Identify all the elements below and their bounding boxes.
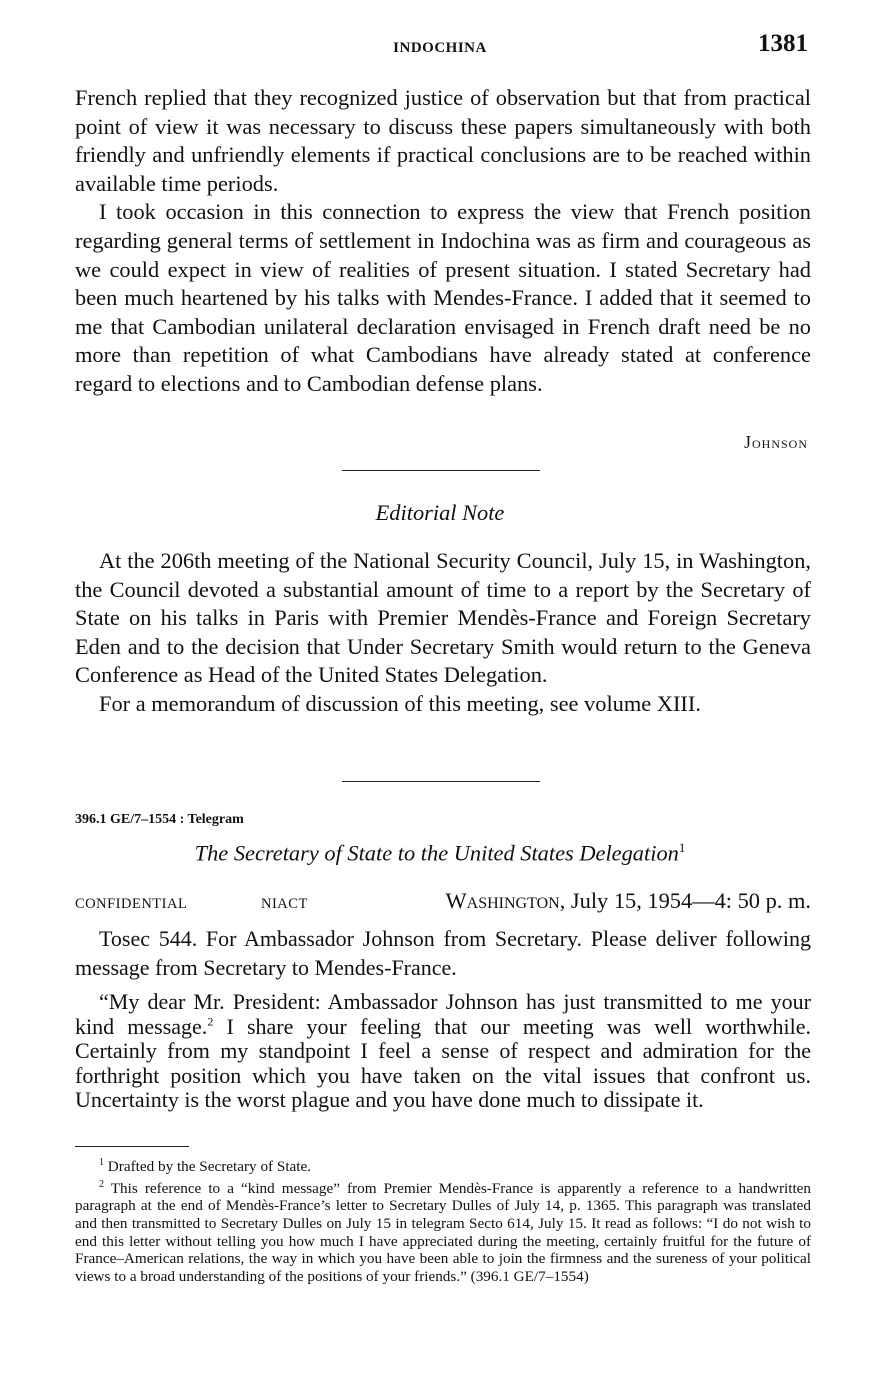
section-divider-1 xyxy=(342,470,540,471)
editorial-note-paragraph-1: At the 206th meeting of the National Security Council, July 15, in Washington, the Council devoted a substantial amount of time to a report by the Secretary of State on his talks in Paris with Premier Mendès-France and Foreign Secretary Eden and to the decision that Under Secretary Smith would return to the Geneva Conference as Head of the United States Delegation. xyxy=(75,548,811,688)
section-divider-2 xyxy=(342,781,540,782)
footnote-1-mark: 1 xyxy=(99,1157,104,1168)
file-reference: 396.1 GE/7–1554 : Telegram xyxy=(75,812,244,827)
classification-line xyxy=(75,886,811,920)
signature: Johnson xyxy=(744,432,808,452)
opening-paragraph: Tosec 544. For Ambassador Johnson from Secretary. Please deliver following message from Secretary to Mendes-France. xyxy=(75,926,811,980)
editorial-note-text xyxy=(75,547,811,719)
dateline xyxy=(446,888,811,914)
continuation-text xyxy=(75,84,811,399)
classification: CONFIDENTIAL xyxy=(75,896,188,912)
editorial-note-paragraph-2: For a memorandum of discussion of this meeting, see volume XIII. xyxy=(99,690,701,716)
title-footnote-mark: 1 xyxy=(678,840,686,855)
document-title-text: The Secretary of State to the United States Delegation xyxy=(194,840,679,866)
footnote-1 xyxy=(75,1154,811,1176)
place: Washington, xyxy=(445,888,566,913)
footnote-rule xyxy=(75,1146,189,1147)
message-part-2: I share your feeling that our meeting was well worthwhile. Certainly from my standpoint I feel a sense of respect and admiration for the forthright position which you have taken on the vital issues that confront us. Uncertainty is the worst plague and you have done much to dissipate it. xyxy=(75,1013,811,1113)
telegram-message xyxy=(75,990,811,1113)
message-footnote-mark: 2 xyxy=(207,1014,214,1029)
telegram-opening xyxy=(75,925,811,982)
message-paragraph xyxy=(75,990,811,1113)
editorial-note-heading: Editorial Note xyxy=(375,500,505,525)
document-title xyxy=(0,840,880,866)
footnote-2-mark: 2 xyxy=(99,1178,104,1190)
footnotes xyxy=(75,1154,811,1285)
message-part-1: “My dear Mr. President: Ambassador Johnson has just transmitted to me your kind message. xyxy=(75,989,811,1039)
continuation-paragraph-2: I took occasion in this connection to express the view that French position regarding general terms of settlement in Indochina was as firm and courageous as we could expect in view of realities of present situation. I stated Secretary had been much heartened by his talks with Mendes-France. I added that it seemed to me that Cambodian unilateral declaration envisaged in French draft need be no more than repetition of what Cambodians have already stated at conference regard to elections and to Cambodian defense plans. xyxy=(75,199,811,396)
date-time: July 15, 1954—4: 50 p. m. xyxy=(570,888,811,913)
footnote-1-text: Drafted by the Secretary of State. xyxy=(107,1158,312,1176)
continuation-paragraph-1: French replied that they recognized justice of observation but that from practical point of view it was necessary to discuss these papers simultaneously with both friendly and unfriendly elements if practical conclusions are to be reached within available time periods. xyxy=(75,85,811,196)
footnote-2 xyxy=(75,1176,811,1286)
running-title: INDOCHINA xyxy=(393,40,487,56)
page-number: 1381 xyxy=(758,30,808,57)
precedence: NIACT xyxy=(261,896,308,912)
footnote-2-text: This reference to a “kind message” from Premier Mendès-France is apparently a reference to a handwritten paragraph at the end of Mendès-France’s letter to Secretary Dulles of July 14, p. 1365. This paragraph was translated and then transmitted to Secretary Dulles on July 15 in telegram Secto 614, July 15. It read as follows: “I do not wish to end this letter without telling you how much I have appreciated during the meeting, certainly fruitful for the future of France–American relations, the way in which you have been able to join the firmness and the sureness of your political views to a broad understanding of the positions of your friends.” (396.1 GE/7–1554) xyxy=(75,1179,811,1285)
